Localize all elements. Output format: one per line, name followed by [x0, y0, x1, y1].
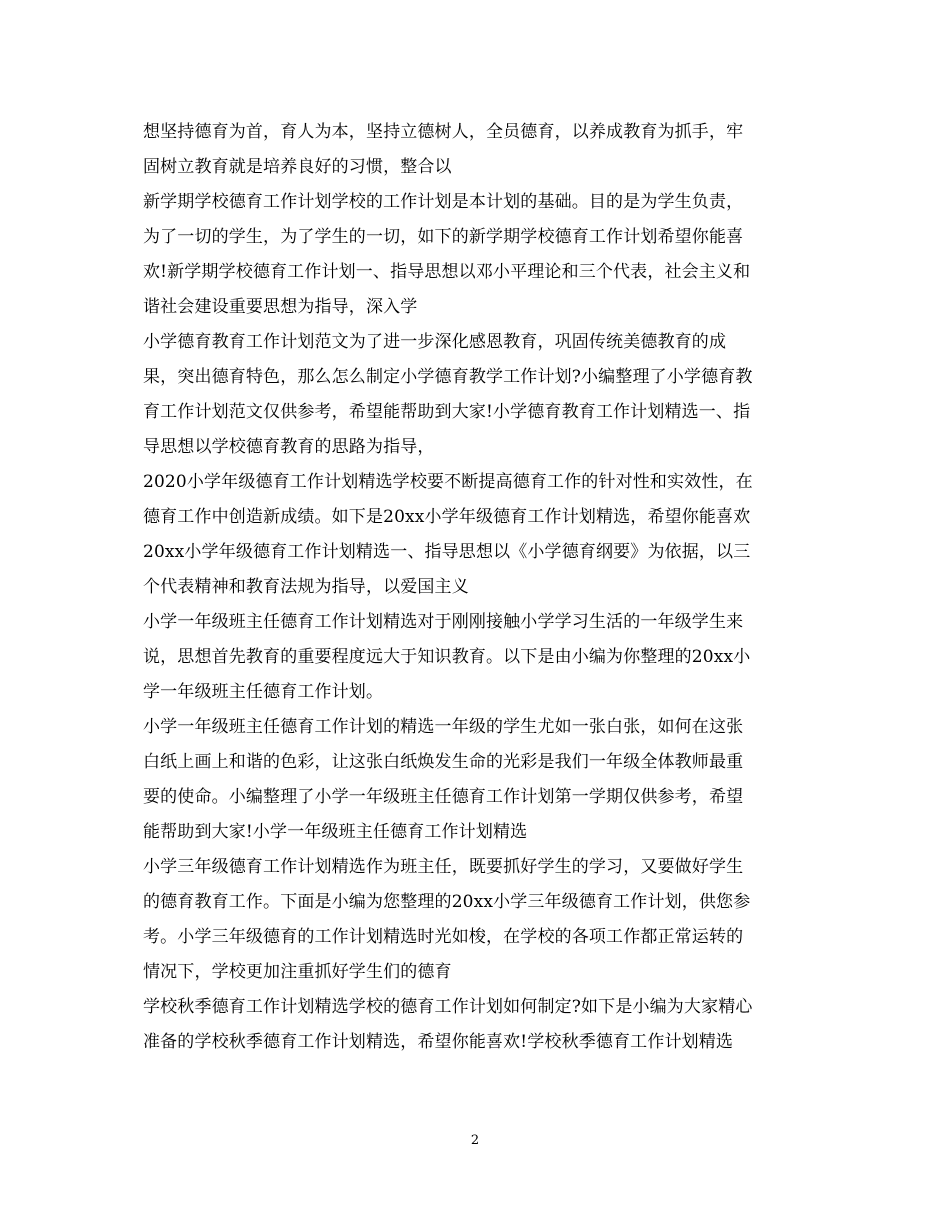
text-line: 固树立教育就是培养良好的习惯，整合以: [143, 157, 452, 177]
text-line: 情况下，学校更加注重抓好学生们的德育: [143, 962, 452, 982]
text-line: 学一年级班主任德育工作计划。: [143, 682, 384, 702]
text-line: 考。小学三年级德育的工作计划精选时光如梭，在学校的各项工作都正常运转的: [143, 927, 744, 947]
text-line: 想坚持德育为首，育人为本，坚持立德树人，全员德育，以养成教育为抓手，牢: [143, 122, 744, 142]
text-line: 谐社会建设重要思想为指导，深入学: [143, 297, 418, 317]
text-line: 能帮助到大家!小学一年级班主任德育工作计划精选: [143, 822, 528, 842]
body-text: [143, 115, 808, 1060]
text-line: 欢!新学期学校德育工作计划一、指导思想以邓小平理论和三个代表，社会主义和: [143, 262, 751, 282]
text-line: 德育工作中创造新成绩。如下是20xx小学年级德育工作计划精选，希望你能喜欢: [143, 507, 751, 527]
text-line: 准备的学校秋季德育工作计划精选，希望你能喜欢!学校秋季德育工作计划精选: [143, 1032, 734, 1052]
text-line: 小学三年级德育工作计划精选作为班主任，既要抓好学生的学习，又要做好学生: [143, 857, 744, 877]
text-line: 学校秋季德育工作计划精选学校的德育工作计划如何制定?如下是小编为大家精心: [143, 997, 753, 1017]
text-line: 要的使命。小编整理了小学一年级班主任德育工作计划第一学期仅供参考，希望: [143, 787, 744, 807]
text-line: 新学期学校德育工作计划学校的工作计划是本计划的基础。目的是为学生负责，: [143, 192, 744, 212]
text-line: 2020小学年级德育工作计划精选学校要不断提高德育工作的针对性和实效性，在: [143, 472, 753, 492]
text-line: 的德育教育工作。下面是小编为您整理的20xx小学三年级德育工作计划，供您参: [143, 892, 751, 912]
page-number: 2: [470, 1133, 480, 1148]
text-line: 小学一年级班主任德育工作计划精选对于刚刚接触小学学习生活的一年级学生来: [143, 612, 744, 632]
text-line: 小学德育教育工作计划范文为了进一步深化感恩教育，巩固传统美德教育的成: [143, 332, 727, 352]
text-line: 育工作计划范文仅供参考，希望能帮助到大家!小学德育教育工作计划精选一、指: [143, 402, 751, 422]
text-line: 导思想以学校德育教育的思路为指导，: [143, 437, 435, 457]
text-line: 果，突出德育特色，那么怎么制定小学德育教学工作计划?小编整理了小学德育教: [143, 367, 753, 387]
text-line: 小学一年级班主任德育工作计划的精选一年级的学生尤如一张白张，如何在这张: [143, 717, 744, 737]
text-line: 白纸上画上和谐的色彩，让这张白纸焕发生命的光彩是我们一年级全体教师最重: [143, 752, 744, 772]
text-line: 为了一切的学生，为了学生的一切，如下的新学期学校德育工作计划希望你能喜: [143, 227, 744, 247]
text-line: 个代表精神和教育法规为指导，以爱国主义: [143, 577, 469, 597]
text-line: 20xx小学年级德育工作计划精选一、指导思想以《小学德育纲要》为依据，以三: [143, 542, 751, 562]
text-line: 说，思想首先教育的重要程度远大于知识教育。以下是由小编为你整理的20xx小: [143, 647, 751, 667]
